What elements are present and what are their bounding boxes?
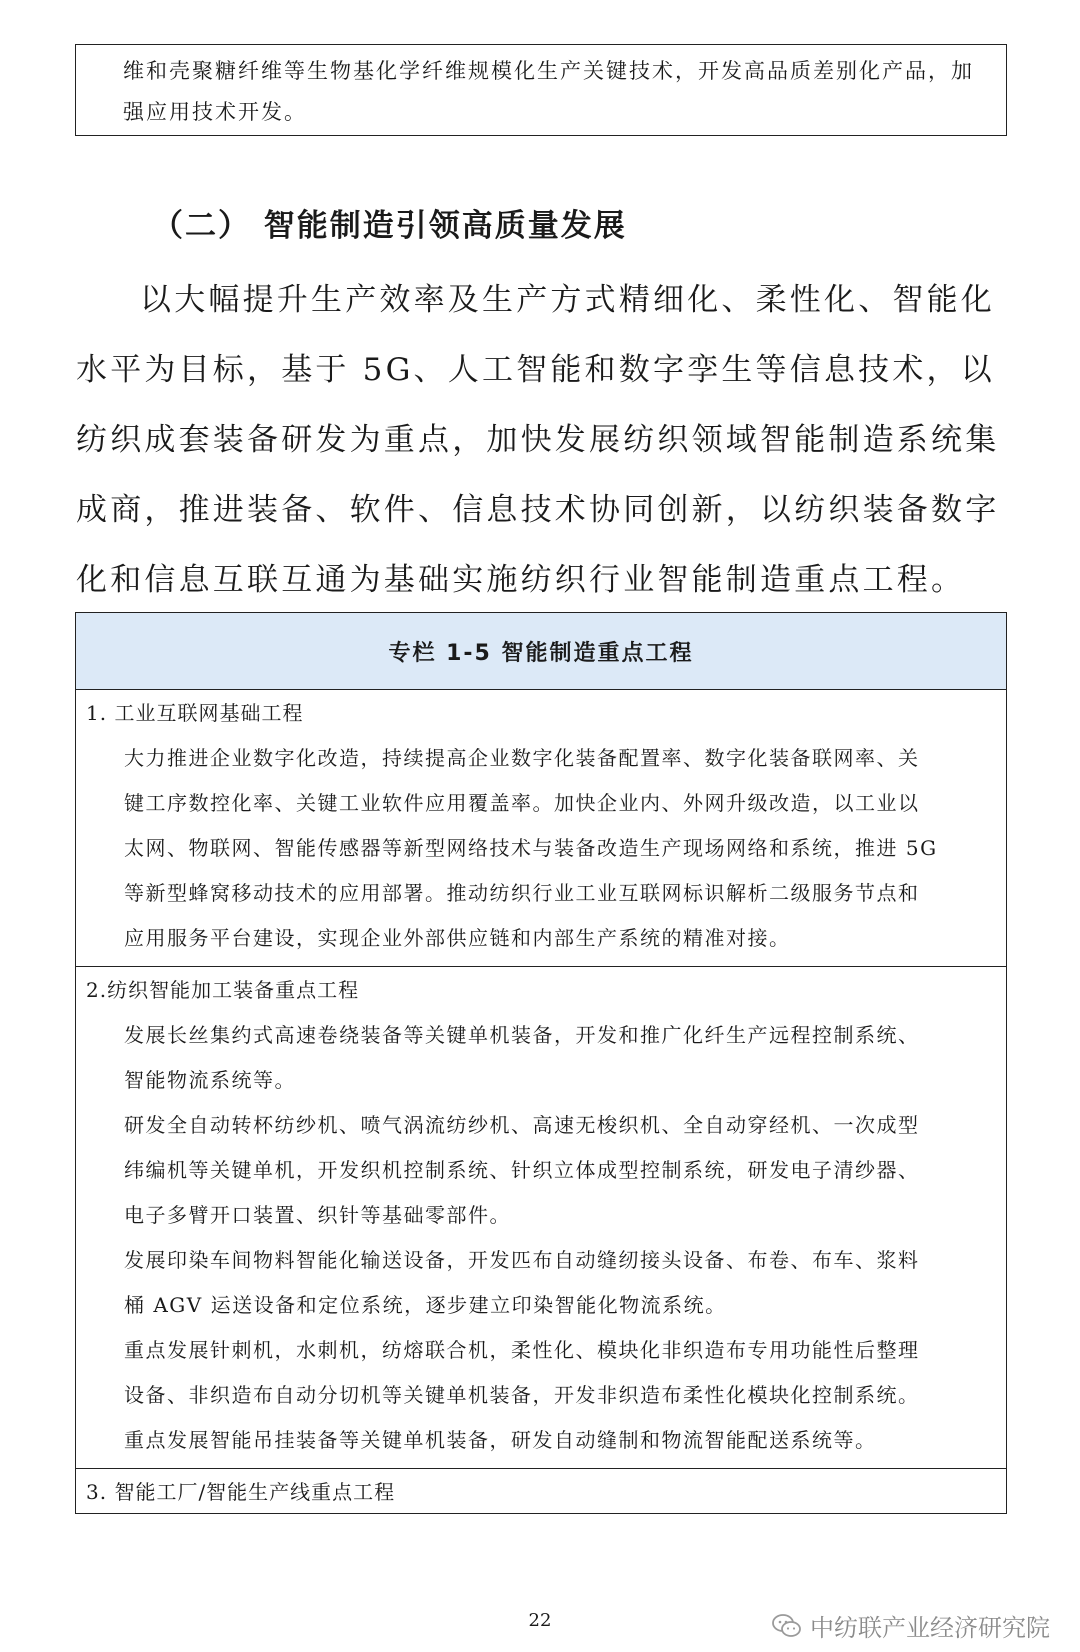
row-title: 1. 工业互联网基础工程 xyxy=(86,701,304,725)
section-heading: （二） 智能制造引领高质量发展 xyxy=(152,208,627,244)
table-row xyxy=(76,967,1006,1469)
page-number: 22 xyxy=(528,1610,552,1631)
box-line-2: 强应用技术开发。 xyxy=(123,100,307,124)
row-line: 研发全自动转杯纺纱机、喷气涡流纺纱机、高速无梭织机、全自动穿经机、一次成型 xyxy=(124,1113,920,1137)
row-line: 发展长丝集约式高速卷绕装备等关键单机装备，开发和推广化纤生产远程控制系统、 xyxy=(124,1023,920,1047)
table-row xyxy=(76,1469,1006,1514)
watermark xyxy=(772,1608,1050,1643)
continued-text-box xyxy=(75,44,1007,136)
watermark-text: 中纺联产业经济研究院 xyxy=(810,1614,1050,1642)
row-line: 纬编机等关键单机，开发织机控制系统、针织立体成型控制系统，研发电子清纱器、 xyxy=(124,1158,920,1182)
table-row xyxy=(76,690,1006,967)
row-body xyxy=(86,736,996,961)
row-line: 等新型蜂窝移动技术的应用部署。推动纺织行业工业互联网标识解析二级服务节点和 xyxy=(124,881,920,905)
row-line: 设备、非织造布自动分切机等关键单机装备，开发非织造布柔性化模块化控制系统。 xyxy=(124,1383,920,1407)
feature-table xyxy=(75,612,1007,1514)
row-line: 桶 AGV 运送设备和定位系统，逐步建立印染智能化物流系统。 xyxy=(124,1293,727,1317)
row-title: 2.纺织智能加工装备重点工程 xyxy=(86,978,360,1002)
row-line: 重点发展针刺机，水刺机，纺熔联合机，柔性化、模块化非织造布专用功能性后整理 xyxy=(124,1338,920,1362)
row-line: 大力推进企业数字化改造，持续提高企业数字化装备配置率、数字化装备联网率、关 xyxy=(124,746,920,770)
row-line: 智能物流系统等。 xyxy=(124,1068,296,1092)
row-line: 应用服务平台建设，实现企业外部供应链和内部生产系统的精准对接。 xyxy=(124,926,791,950)
paragraph-text: 以大幅提升生产效率及生产方式精细化、柔性化、智能化水平为目标，基于 5G、人工智能和数字孪生等信息技术，以纺织成套装备研发为重点，加快发展纺织领域智能制造系统集成商，推进装备、软件、信息技术协同创新，以纺织装备数字化和信息互联互通为基础实施纺织行业智能制造重点工程。 xyxy=(76,282,1000,598)
wechat-icon xyxy=(772,1613,802,1639)
row-line: 重点发展智能吊挂装备等关键单机装备，研发自动缝制和物流智能配送系统等。 xyxy=(124,1428,877,1452)
row-line: 电子多臂开口装置、织针等基础零部件。 xyxy=(124,1203,511,1227)
row-line: 太网、物联网、智能传感器等新型网络技术与装备改造生产现场网络和系统，推进 5G xyxy=(124,836,938,860)
row-body xyxy=(86,1013,996,1463)
body-paragraph xyxy=(76,265,1006,615)
row-line: 发展印染车间物料智能化输送设备，开发匹布自动缝纫接头设备、布卷、布车、浆料 xyxy=(124,1248,920,1272)
table-title: 专栏 1-5 智能制造重点工程 xyxy=(76,613,1006,690)
row-title: 3. 智能工厂/智能生产线重点工程 xyxy=(86,1480,396,1504)
box-line-1: 维和壳聚糖纤维等生物基化学纤维规模化生产关键技术，开发高品质差别化产品，加 xyxy=(123,59,974,83)
row-line: 键工序数控化率、关键工业软件应用覆盖率。加快企业内、外网升级改造，以工业以 xyxy=(124,791,920,815)
